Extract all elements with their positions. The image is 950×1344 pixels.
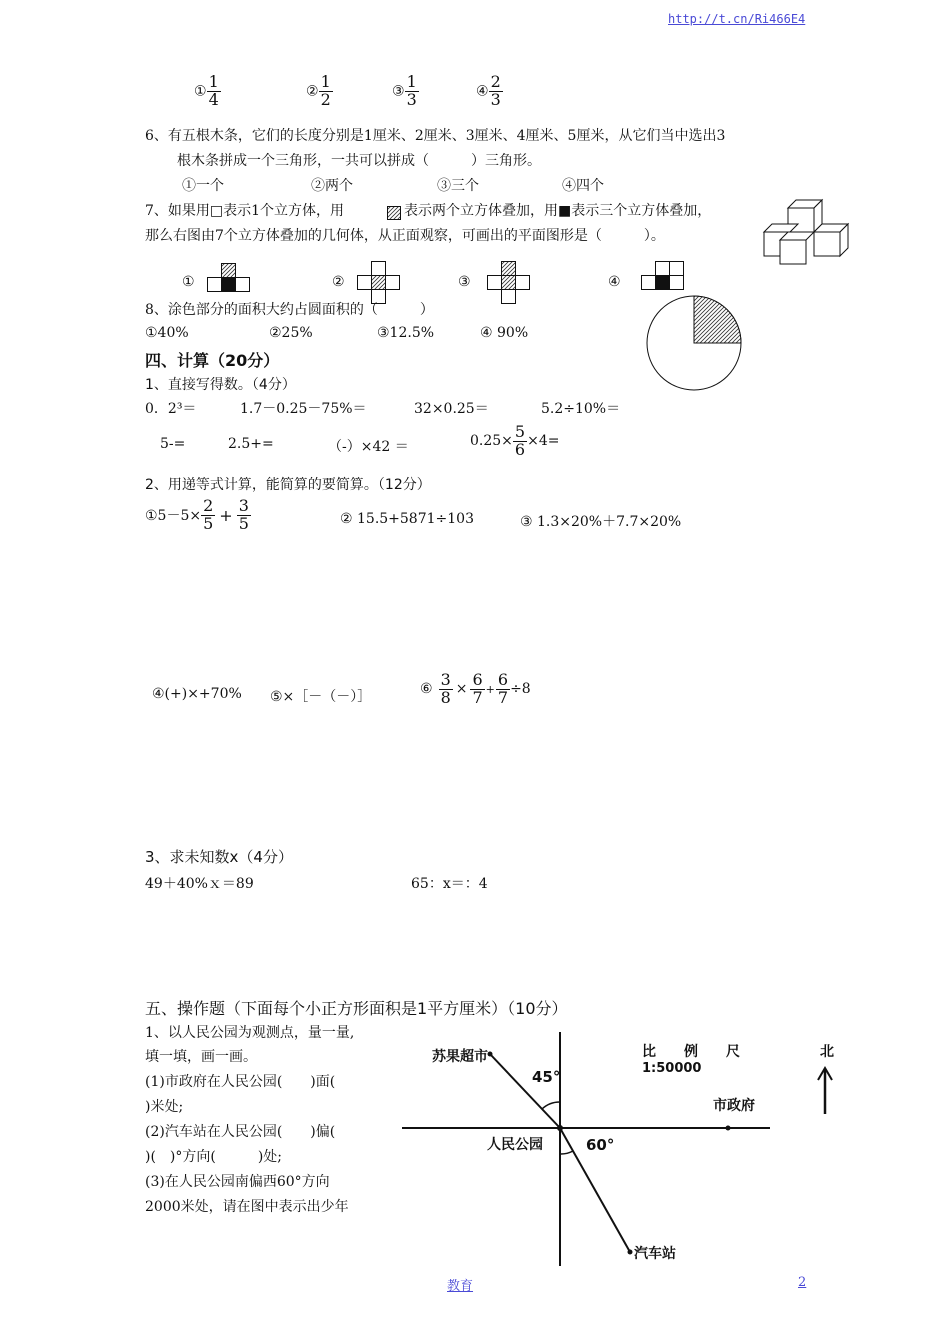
section5-title: 五、操作题（下面每个小正方形面积是1平方厘米）（10分）	[145, 999, 568, 1018]
label-angle60: 60°	[586, 1136, 615, 1154]
option-mark: ②	[306, 83, 319, 100]
q6-option-2: ②两个	[311, 178, 353, 194]
compute-2: ② 15.5+5871÷103	[340, 511, 474, 527]
q8-option-1: ①40%	[145, 325, 189, 341]
hatched-square-icon	[387, 206, 401, 220]
s5-line-5: (2)汽车站在人民公园( )偏(	[145, 1124, 336, 1140]
fraction: $\frac{3}{5}$	[238, 496, 249, 533]
cube-stack-figure	[760, 192, 852, 272]
fraction: $\frac{1}{4}$	[208, 72, 219, 109]
s5-line-6: )( )°方向( )处;	[145, 1149, 283, 1165]
calc-1-2: 1.7－0.25－75%＝	[240, 401, 367, 417]
fraction: $\frac{5}{6}$	[514, 422, 526, 459]
option-mark: ③	[392, 83, 405, 100]
q8-option-4: ④ 90%	[480, 325, 529, 341]
label-govt: 市政府	[713, 1098, 755, 1114]
q7-option-mark-4: ④	[608, 274, 621, 290]
s5-line-2: 填一填，画一画。	[145, 1049, 257, 1065]
fraction: $\frac{3}{8}$	[440, 670, 451, 707]
circle-quarter-figure	[645, 294, 745, 394]
section4-sub2: 2、用递等式计算，能简算的要简算。（12分）	[145, 477, 431, 493]
fraction: $\frac{2}{5}$	[203, 496, 214, 533]
label-north: 北	[820, 1044, 834, 1060]
section4-title: 四、计算（20分）	[145, 351, 280, 370]
s5-line-1: 1、以人民公园为观测点，量一量,	[145, 1025, 355, 1041]
q7-option-mark-3: ③	[458, 274, 471, 290]
suguo-point	[488, 1052, 493, 1057]
option-mark: ④	[476, 83, 489, 100]
fraction: $\frac{2}{3}$	[490, 72, 501, 109]
q8-option-2: ②25%	[269, 325, 313, 341]
q6-option-1: ①一个	[182, 178, 224, 194]
compute-4: ④(+)×+70%	[152, 686, 242, 702]
q7-option-4-figure	[640, 260, 686, 292]
bus-point	[628, 1250, 633, 1255]
s5-line-8: 2000米处，请在图中表示出少年	[145, 1199, 349, 1215]
fraction: $\frac{6}{7}$	[497, 670, 509, 707]
equation-2: 65：x＝：4	[411, 876, 488, 892]
compute-6: ⑥ $\frac{3}{8}$ × $\frac{6}{7}$ + $\frac{6}{7}$ ÷8	[420, 670, 531, 707]
fraction: $\frac{1}{3}$	[406, 72, 417, 109]
q6-line2: 根木条拼成一个三角形，一共可以拼成（ ）三角形。	[177, 153, 541, 169]
angle-60-arc	[560, 1151, 573, 1154]
q8-option-3: ③12.5%	[377, 325, 435, 341]
label-park: 人民公园	[487, 1137, 543, 1153]
compute-1: ①5－5× $\frac{2}{5}$ + $\frac{3}{5}$	[145, 496, 249, 533]
q6-option-3: ③三个	[437, 178, 479, 194]
calc-2-3: （-）×42 ＝	[328, 439, 409, 455]
s5-line-7: (3)在人民公园南偏西60°方向	[145, 1174, 330, 1190]
angle-45-arc	[542, 1102, 560, 1109]
q7-line1a: 7、如果用□表示1个立方体，用	[145, 203, 345, 219]
q7-option-mark-2: ②	[332, 274, 345, 290]
calc-1-1: 0．2³＝	[145, 401, 197, 417]
q6-option-4: ④四个	[562, 178, 604, 194]
q5-option-1	[194, 74, 221, 109]
label-angle45: 45°	[532, 1068, 561, 1086]
label-bus: 汽车站	[634, 1246, 676, 1262]
label-scale-value: 1:50000	[642, 1061, 702, 1076]
fraction: $\frac{6}{7}$	[472, 670, 483, 707]
q8-text: 8、涂色部分的面积大约占圆面积的（ ）	[145, 302, 434, 318]
q7-line2: 那么右图由7个立方体叠加的几何体，从正面观察，可画出的平面图形是（ ）。	[145, 228, 665, 244]
q5-option-2	[306, 74, 333, 109]
q7-option-mark-1: ①	[182, 274, 195, 290]
s5-line-4: )米处;	[145, 1099, 184, 1115]
fraction: $\frac{1}{2}$	[320, 72, 331, 109]
compute-5: ⑤×［－（－）］	[270, 689, 372, 705]
s5-line-3: (1)市政府在人民公园( )面(	[145, 1074, 336, 1090]
option-mark: ①	[194, 83, 207, 100]
label-scale: 比 例 尺	[642, 1044, 740, 1060]
compute-3: ③ 1.3×20%＋7.7×20%	[520, 514, 682, 530]
q7-line1b: 表示两个立方体叠加，用■表示三个立方体叠加，	[404, 203, 712, 219]
footer-link[interactable]: 教育	[447, 1279, 474, 1294]
header-link[interactable]: http://t.cn/Ri466E4	[668, 12, 806, 26]
equation-1: 49＋40%ｘ＝89	[145, 876, 254, 892]
calc-2-2: 2.5+=	[228, 436, 274, 452]
section4-sub3: 3、求未知数x（4分）	[145, 848, 293, 866]
calc-1-3: 32×0.25＝	[414, 401, 489, 417]
q7-option-1-figure	[206, 262, 252, 292]
direction-map	[400, 1030, 850, 1270]
calc-2-1: 5-=	[160, 436, 186, 452]
govt-point	[726, 1126, 731, 1131]
calc-1-4: 5.2÷10%＝	[541, 401, 621, 417]
label-suguo: 苏果超市	[432, 1049, 488, 1065]
q7-option-3-figure	[486, 260, 532, 306]
park-point	[557, 1125, 563, 1131]
q5-option-4	[476, 74, 503, 109]
calc-2-4: 0.25× $\frac{5}{6}$ ×4=	[470, 422, 560, 459]
q5-option-3	[392, 74, 419, 109]
q6-line1: 6、有五根木条，它们的长度分别是1厘米、2厘米、3厘米、4厘米、5厘米，从它们当中选出3	[145, 128, 726, 144]
section4-sub1: 1、直接写得数。（4分）	[145, 377, 296, 393]
line-to-suguo	[490, 1054, 560, 1128]
page-number[interactable]: 2	[798, 1275, 807, 1290]
